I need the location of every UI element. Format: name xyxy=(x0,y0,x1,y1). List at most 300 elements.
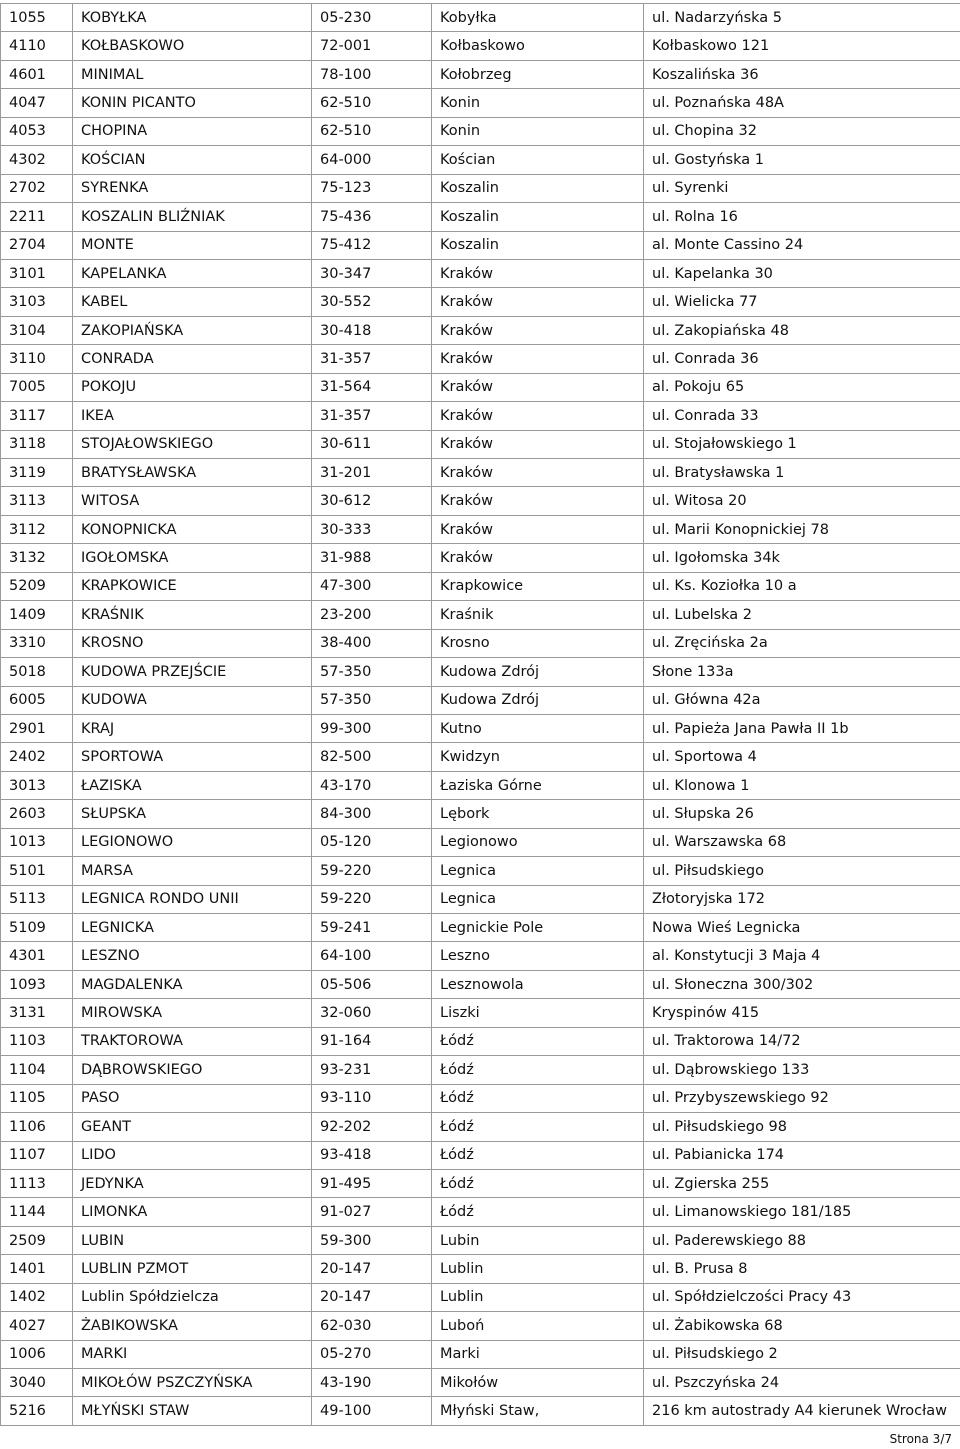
address-cell: ul. Conrada 33 xyxy=(644,402,960,430)
table-row xyxy=(1,1198,960,1226)
station-name-cell: MARSA xyxy=(73,857,312,885)
address-cell: ul. Warszawska 68 xyxy=(644,828,960,856)
table-row xyxy=(1,1056,960,1084)
postal-code-cell: 20-147 xyxy=(312,1255,432,1283)
postal-code-cell: 84-300 xyxy=(312,800,432,828)
station-code-cell: 2603 xyxy=(1,800,73,828)
station-name-cell: SŁUPSKA xyxy=(73,800,312,828)
station-code-cell: 3132 xyxy=(1,544,73,572)
city-cell: Łódź xyxy=(432,1113,644,1141)
station-name-cell: CHOPINA xyxy=(73,117,312,145)
postal-code-cell: 05-120 xyxy=(312,828,432,856)
station-code-cell: 5216 xyxy=(1,1397,73,1425)
station-code-cell: 5113 xyxy=(1,885,73,913)
station-name-cell: KAPELANKA xyxy=(73,259,312,287)
postal-code-cell: 31-564 xyxy=(312,373,432,401)
postal-code-cell: 62-510 xyxy=(312,117,432,145)
station-code-cell: 1013 xyxy=(1,828,73,856)
address-cell: ul. Wielicka 77 xyxy=(644,288,960,316)
postal-code-cell: 93-418 xyxy=(312,1141,432,1169)
table-row xyxy=(1,430,960,458)
postal-code-cell: 59-241 xyxy=(312,914,432,942)
address-cell: ul. Bratysławska 1 xyxy=(644,459,960,487)
table-row xyxy=(1,970,960,998)
table-row xyxy=(1,203,960,231)
address-cell: al. Monte Cassino 24 xyxy=(644,231,960,259)
address-cell: ul. Paderewskiego 88 xyxy=(644,1226,960,1254)
table-row xyxy=(1,743,960,771)
station-code-cell: 4601 xyxy=(1,60,73,88)
address-cell: ul. Zgierska 255 xyxy=(644,1169,960,1197)
station-code-cell: 3131 xyxy=(1,999,73,1027)
city-cell: Łódź xyxy=(432,1198,644,1226)
table-row xyxy=(1,231,960,259)
table-row xyxy=(1,146,960,174)
postal-code-cell: 78-100 xyxy=(312,60,432,88)
address-cell: ul. Piłsudskiego 2 xyxy=(644,1340,960,1368)
address-cell: ul. Conrada 36 xyxy=(644,345,960,373)
station-name-cell: ŁAZISKA xyxy=(73,771,312,799)
station-name-cell: SYRENKA xyxy=(73,174,312,202)
postal-code-cell: 30-612 xyxy=(312,487,432,515)
table-row xyxy=(1,828,960,856)
station-code-cell: 2402 xyxy=(1,743,73,771)
station-name-cell: MAGDALENKA xyxy=(73,970,312,998)
station-code-cell: 1104 xyxy=(1,1056,73,1084)
table-row xyxy=(1,1369,960,1397)
city-cell: Kraków xyxy=(432,430,644,458)
city-cell: Kołbaskowo xyxy=(432,32,644,60)
city-cell: Lubin xyxy=(432,1226,644,1254)
station-code-cell: 6005 xyxy=(1,686,73,714)
station-name-cell: KUDOWA xyxy=(73,686,312,714)
postal-code-cell: 49-100 xyxy=(312,1397,432,1425)
station-name-cell: KOŚCIAN xyxy=(73,146,312,174)
table-row xyxy=(1,1312,960,1340)
city-cell: Lublin xyxy=(432,1283,644,1311)
address-cell: ul. Poznańska 48A xyxy=(644,89,960,117)
address-cell: ul. Syrenki xyxy=(644,174,960,202)
station-name-cell: GEANT xyxy=(73,1113,312,1141)
station-name-cell: LEGNICA RONDO UNII xyxy=(73,885,312,913)
station-name-cell: CONRADA xyxy=(73,345,312,373)
table-row xyxy=(1,402,960,430)
city-cell: Kraśnik xyxy=(432,601,644,629)
city-cell: Lublin xyxy=(432,1255,644,1283)
city-cell: Łódź xyxy=(432,1027,644,1055)
address-cell: Złotoryjska 172 xyxy=(644,885,960,913)
station-name-cell: IGOŁOMSKA xyxy=(73,544,312,572)
address-cell: ul. Dąbrowskiego 133 xyxy=(644,1056,960,1084)
postal-code-cell: 75-123 xyxy=(312,174,432,202)
table-row xyxy=(1,572,960,600)
station-code-cell: 3117 xyxy=(1,402,73,430)
table-row xyxy=(1,1397,960,1425)
city-cell: Koszalin xyxy=(432,174,644,202)
address-cell: ul. B. Prusa 8 xyxy=(644,1255,960,1283)
city-cell: Krosno xyxy=(432,629,644,657)
city-cell: Kraków xyxy=(432,402,644,430)
address-cell: ul. Lubelska 2 xyxy=(644,601,960,629)
postal-code-cell: 31-357 xyxy=(312,402,432,430)
station-code-cell: 4027 xyxy=(1,1312,73,1340)
station-list-page xyxy=(0,3,960,1426)
address-cell: ul. Przybyszewskiego 92 xyxy=(644,1084,960,1112)
postal-code-cell: 05-270 xyxy=(312,1340,432,1368)
station-code-cell: 4302 xyxy=(1,146,73,174)
address-cell: ul. Chopina 32 xyxy=(644,117,960,145)
table-row xyxy=(1,515,960,543)
table-row xyxy=(1,259,960,287)
table-row xyxy=(1,1340,960,1368)
station-code-cell: 3110 xyxy=(1,345,73,373)
city-cell: Kościan xyxy=(432,146,644,174)
station-code-cell: 2901 xyxy=(1,714,73,742)
address-cell: ul. Spółdzielczości Pracy 43 xyxy=(644,1283,960,1311)
address-cell: ul. Klonowa 1 xyxy=(644,771,960,799)
city-cell: Łódź xyxy=(432,1056,644,1084)
station-name-cell: KOBYŁKA xyxy=(73,4,312,32)
city-cell: Legnickie Pole xyxy=(432,914,644,942)
station-name-cell: MINIMAL xyxy=(73,60,312,88)
postal-code-cell: 62-510 xyxy=(312,89,432,117)
postal-code-cell: 92-202 xyxy=(312,1113,432,1141)
postal-code-cell: 20-147 xyxy=(312,1283,432,1311)
station-code-cell: 1113 xyxy=(1,1169,73,1197)
city-cell: Kudowa Zdrój xyxy=(432,686,644,714)
city-cell: Młyński Staw, xyxy=(432,1397,644,1425)
station-code-cell: 1401 xyxy=(1,1255,73,1283)
station-name-cell: MIKOŁÓW PSZCZYŃSKA xyxy=(73,1369,312,1397)
station-name-cell: WITOSA xyxy=(73,487,312,515)
station-code-cell: 1055 xyxy=(1,4,73,32)
station-code-cell: 1144 xyxy=(1,1198,73,1226)
postal-code-cell: 57-350 xyxy=(312,686,432,714)
city-cell: Łaziska Górne xyxy=(432,771,644,799)
address-cell: ul. Kapelanka 30 xyxy=(644,259,960,287)
station-name-cell: BRATYSŁAWSKA xyxy=(73,459,312,487)
table-row xyxy=(1,117,960,145)
city-cell: Luboń xyxy=(432,1312,644,1340)
postal-code-cell: 30-552 xyxy=(312,288,432,316)
table-row xyxy=(1,89,960,117)
address-cell: ul. Gostyńska 1 xyxy=(644,146,960,174)
city-cell: Kraków xyxy=(432,487,644,515)
station-name-cell: KOŁBASKOWO xyxy=(73,32,312,60)
address-cell: ul. Żabikowska 68 xyxy=(644,1312,960,1340)
station-code-cell: 3104 xyxy=(1,316,73,344)
station-name-cell: LESZNO xyxy=(73,942,312,970)
station-code-cell: 3103 xyxy=(1,288,73,316)
station-name-cell: ŻABIKOWSKA xyxy=(73,1312,312,1340)
table-row xyxy=(1,1255,960,1283)
station-code-cell: 3113 xyxy=(1,487,73,515)
table-row xyxy=(1,174,960,202)
postal-code-cell: 59-220 xyxy=(312,857,432,885)
station-name-cell: IKEA xyxy=(73,402,312,430)
station-code-cell: 3013 xyxy=(1,771,73,799)
station-code-cell: 3040 xyxy=(1,1369,73,1397)
table-row xyxy=(1,885,960,913)
table-row xyxy=(1,1084,960,1112)
table-row xyxy=(1,771,960,799)
address-cell: ul. Słoneczna 300/302 xyxy=(644,970,960,998)
station-name-cell: MONTE xyxy=(73,231,312,259)
station-code-cell: 3112 xyxy=(1,515,73,543)
city-cell: Legnica xyxy=(432,857,644,885)
station-name-cell: KRAPKOWICE xyxy=(73,572,312,600)
table-row xyxy=(1,345,960,373)
station-name-cell: KONOPNICKA xyxy=(73,515,312,543)
station-name-cell: TRAKTOROWA xyxy=(73,1027,312,1055)
postal-code-cell: 30-333 xyxy=(312,515,432,543)
postal-code-cell: 31-988 xyxy=(312,544,432,572)
postal-code-cell: 32-060 xyxy=(312,999,432,1027)
table-row xyxy=(1,32,960,60)
city-cell: Kraków xyxy=(432,544,644,572)
city-cell: Legnica xyxy=(432,885,644,913)
postal-code-cell: 47-300 xyxy=(312,572,432,600)
table-row xyxy=(1,373,960,401)
postal-code-cell: 72-001 xyxy=(312,32,432,60)
table-row xyxy=(1,288,960,316)
station-name-cell: LIDO xyxy=(73,1141,312,1169)
station-code-cell: 4053 xyxy=(1,117,73,145)
table-row xyxy=(1,316,960,344)
postal-code-cell: 30-347 xyxy=(312,259,432,287)
address-cell: ul. Sportowa 4 xyxy=(644,743,960,771)
page-number: Strona 3/7 xyxy=(889,1432,952,1446)
address-cell: ul. Główna 42a xyxy=(644,686,960,714)
table-row xyxy=(1,60,960,88)
station-table-body xyxy=(1,4,960,1426)
station-name-cell: Lublin Spółdzielcza xyxy=(73,1283,312,1311)
postal-code-cell: 93-110 xyxy=(312,1084,432,1112)
postal-code-cell: 99-300 xyxy=(312,714,432,742)
station-code-cell: 5109 xyxy=(1,914,73,942)
city-cell: Konin xyxy=(432,117,644,145)
city-cell: Łódź xyxy=(432,1141,644,1169)
postal-code-cell: 91-164 xyxy=(312,1027,432,1055)
station-name-cell: KRAJ xyxy=(73,714,312,742)
city-cell: Kraków xyxy=(432,259,644,287)
station-code-cell: 3101 xyxy=(1,259,73,287)
station-table xyxy=(0,3,960,1426)
station-name-cell: KABEL xyxy=(73,288,312,316)
station-name-cell: KUDOWA PRZEJŚCIE xyxy=(73,658,312,686)
station-name-cell: LEGNICKA xyxy=(73,914,312,942)
station-name-cell: KOSZALIN BLIŹNIAK xyxy=(73,203,312,231)
station-code-cell: 3118 xyxy=(1,430,73,458)
station-name-cell: KONIN PICANTO xyxy=(73,89,312,117)
station-code-cell: 1409 xyxy=(1,601,73,629)
address-cell: ul. Ks. Koziołka 10 a xyxy=(644,572,960,600)
address-cell: ul. Zręcińska 2a xyxy=(644,629,960,657)
city-cell: Koszalin xyxy=(432,203,644,231)
station-code-cell: 1107 xyxy=(1,1141,73,1169)
postal-code-cell: 75-412 xyxy=(312,231,432,259)
postal-code-cell: 82-500 xyxy=(312,743,432,771)
postal-code-cell: 59-300 xyxy=(312,1226,432,1254)
station-name-cell: MARKI xyxy=(73,1340,312,1368)
table-row xyxy=(1,629,960,657)
address-cell: al. Konstytucji 3 Maja 4 xyxy=(644,942,960,970)
address-cell: ul. Limanowskiego 181/185 xyxy=(644,1198,960,1226)
station-code-cell: 4110 xyxy=(1,32,73,60)
address-cell: ul. Piłsudskiego 98 xyxy=(644,1113,960,1141)
station-code-cell: 2704 xyxy=(1,231,73,259)
address-cell: ul. Papieża Jana Pawła II 1b xyxy=(644,714,960,742)
station-name-cell: SPORTOWA xyxy=(73,743,312,771)
postal-code-cell: 43-170 xyxy=(312,771,432,799)
station-name-cell: DĄBROWSKIEGO xyxy=(73,1056,312,1084)
postal-code-cell: 93-231 xyxy=(312,1056,432,1084)
city-cell: Kraków xyxy=(432,316,644,344)
station-code-cell: 3119 xyxy=(1,459,73,487)
address-cell: ul. Pabianicka 174 xyxy=(644,1141,960,1169)
postal-code-cell: 38-400 xyxy=(312,629,432,657)
address-cell: ul. Witosa 20 xyxy=(644,487,960,515)
station-code-cell: 5209 xyxy=(1,572,73,600)
table-row xyxy=(1,1226,960,1254)
address-cell: ul. Igołomska 34k xyxy=(644,544,960,572)
table-row xyxy=(1,800,960,828)
station-name-cell: POKOJU xyxy=(73,373,312,401)
postal-code-cell: 43-190 xyxy=(312,1369,432,1397)
station-code-cell: 1106 xyxy=(1,1113,73,1141)
table-row xyxy=(1,4,960,32)
address-cell: ul. Piłsudskiego xyxy=(644,857,960,885)
postal-code-cell: 31-201 xyxy=(312,459,432,487)
postal-code-cell: 59-220 xyxy=(312,885,432,913)
address-cell: ul. Nadarzyńska 5 xyxy=(644,4,960,32)
address-cell: ul. Słupska 26 xyxy=(644,800,960,828)
station-name-cell: LEGIONOWO xyxy=(73,828,312,856)
address-cell: ul. Stojałowskiego 1 xyxy=(644,430,960,458)
station-name-cell: STOJAŁOWSKIEGO xyxy=(73,430,312,458)
table-row xyxy=(1,914,960,942)
postal-code-cell: 30-611 xyxy=(312,430,432,458)
postal-code-cell: 91-027 xyxy=(312,1198,432,1226)
city-cell: Kraków xyxy=(432,288,644,316)
postal-code-cell: 05-230 xyxy=(312,4,432,32)
city-cell: Kwidzyn xyxy=(432,743,644,771)
station-code-cell: 4301 xyxy=(1,942,73,970)
city-cell: Kobyłka xyxy=(432,4,644,32)
table-row xyxy=(1,658,960,686)
city-cell: Krapkowice xyxy=(432,572,644,600)
station-name-cell: LUBLIN PZMOT xyxy=(73,1255,312,1283)
station-code-cell: 2509 xyxy=(1,1226,73,1254)
station-code-cell: 2211 xyxy=(1,203,73,231)
city-cell: Konin xyxy=(432,89,644,117)
table-row xyxy=(1,1141,960,1169)
table-row xyxy=(1,686,960,714)
city-cell: Kraków xyxy=(432,515,644,543)
station-code-cell: 1006 xyxy=(1,1340,73,1368)
table-row xyxy=(1,857,960,885)
postal-code-cell: 75-436 xyxy=(312,203,432,231)
station-code-cell: 1093 xyxy=(1,970,73,998)
postal-code-cell: 05-506 xyxy=(312,970,432,998)
city-cell: Liszki xyxy=(432,999,644,1027)
postal-code-cell: 91-495 xyxy=(312,1169,432,1197)
city-cell: Łódź xyxy=(432,1084,644,1112)
address-cell: Kołbaskowo 121 xyxy=(644,32,960,60)
address-cell: al. Pokoju 65 xyxy=(644,373,960,401)
table-row xyxy=(1,1283,960,1311)
table-row xyxy=(1,601,960,629)
city-cell: Kraków xyxy=(432,459,644,487)
table-row xyxy=(1,487,960,515)
address-cell: Słone 133a xyxy=(644,658,960,686)
city-cell: Marki xyxy=(432,1340,644,1368)
address-cell: ul. Rolna 16 xyxy=(644,203,960,231)
station-code-cell: 1402 xyxy=(1,1283,73,1311)
city-cell: Kołobrzeg xyxy=(432,60,644,88)
city-cell: Koszalin xyxy=(432,231,644,259)
postal-code-cell: 62-030 xyxy=(312,1312,432,1340)
city-cell: Kutno xyxy=(432,714,644,742)
city-cell: Łódź xyxy=(432,1169,644,1197)
station-code-cell: 5018 xyxy=(1,658,73,686)
station-name-cell: ZAKOPIAŃSKA xyxy=(73,316,312,344)
postal-code-cell: 64-000 xyxy=(312,146,432,174)
city-cell: Mikołów xyxy=(432,1369,644,1397)
postal-code-cell: 57-350 xyxy=(312,658,432,686)
address-cell: ul. Pszczyńska 24 xyxy=(644,1369,960,1397)
city-cell: Kraków xyxy=(432,373,644,401)
address-cell: ul. Marii Konopnickiej 78 xyxy=(644,515,960,543)
postal-code-cell: 31-357 xyxy=(312,345,432,373)
station-name-cell: MIROWSKA xyxy=(73,999,312,1027)
postal-code-cell: 64-100 xyxy=(312,942,432,970)
table-row xyxy=(1,1113,960,1141)
station-code-cell: 1105 xyxy=(1,1084,73,1112)
station-name-cell: JEDYNKA xyxy=(73,1169,312,1197)
address-cell: ul. Traktorowa 14/72 xyxy=(644,1027,960,1055)
city-cell: Lesznowola xyxy=(432,970,644,998)
postal-code-cell: 30-418 xyxy=(312,316,432,344)
station-name-cell: LUBIN xyxy=(73,1226,312,1254)
station-name-cell: LIMONKA xyxy=(73,1198,312,1226)
address-cell: ul. Zakopiańska 48 xyxy=(644,316,960,344)
address-cell: Kryspinów 415 xyxy=(644,999,960,1027)
table-row xyxy=(1,714,960,742)
station-code-cell: 7005 xyxy=(1,373,73,401)
station-name-cell: PASO xyxy=(73,1084,312,1112)
table-row xyxy=(1,999,960,1027)
address-cell: Koszalińska 36 xyxy=(644,60,960,88)
table-row xyxy=(1,544,960,572)
table-row xyxy=(1,942,960,970)
station-code-cell: 3310 xyxy=(1,629,73,657)
table-row xyxy=(1,459,960,487)
table-row xyxy=(1,1169,960,1197)
address-cell: Nowa Wieś Legnicka xyxy=(644,914,960,942)
station-code-cell: 5101 xyxy=(1,857,73,885)
station-code-cell: 2702 xyxy=(1,174,73,202)
city-cell: Legionowo xyxy=(432,828,644,856)
station-name-cell: KRAŚNIK xyxy=(73,601,312,629)
station-code-cell: 4047 xyxy=(1,89,73,117)
station-name-cell: KROSNO xyxy=(73,629,312,657)
postal-code-cell: 23-200 xyxy=(312,601,432,629)
table-row xyxy=(1,1027,960,1055)
city-cell: Leszno xyxy=(432,942,644,970)
station-name-cell: MŁYŃSKI STAW xyxy=(73,1397,312,1425)
city-cell: Lębork xyxy=(432,800,644,828)
